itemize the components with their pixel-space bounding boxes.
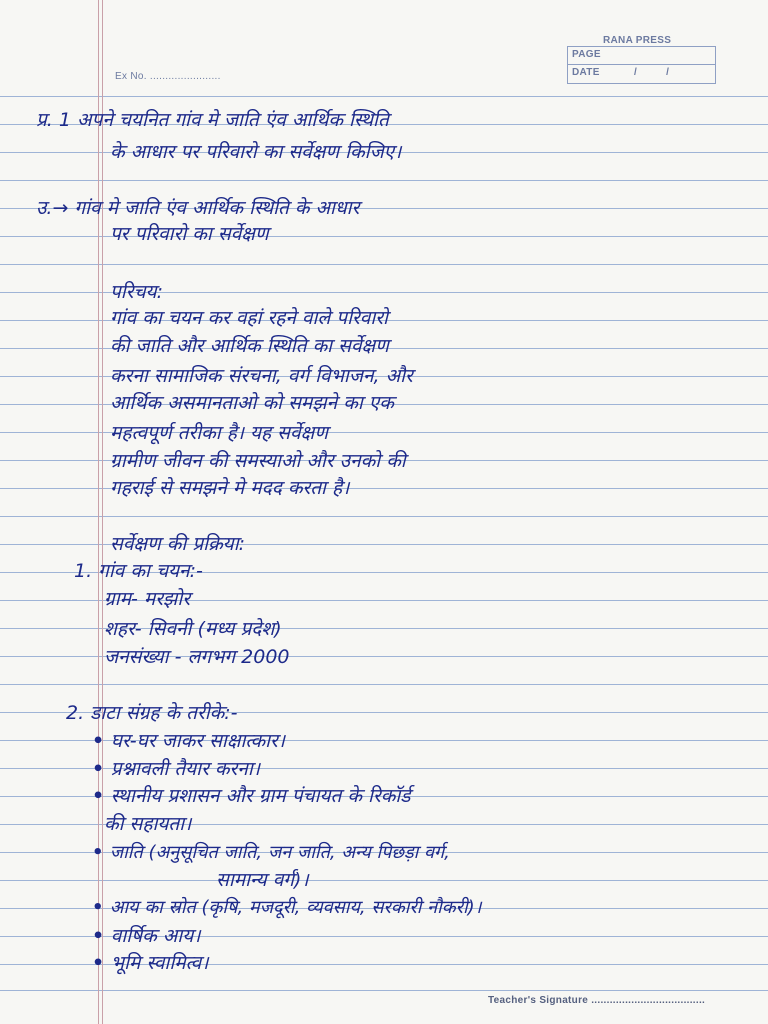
step2-line: की सहायता। xyxy=(104,813,192,835)
margin-line xyxy=(98,0,99,1024)
box-divider xyxy=(568,64,715,65)
intro-line: की जाति और आर्थिक स्थिति का सर्वेक्षण xyxy=(110,335,389,357)
ruled-line xyxy=(0,96,768,97)
intro-line: ग्रामीण जीवन की समस्याओ और उनको की xyxy=(110,450,406,472)
process-title: सर्वेक्षण की प्रक्रिया: xyxy=(110,533,246,555)
step2-bullet xyxy=(92,729,285,753)
ex-no-label: Ex No. ....................... xyxy=(115,71,221,82)
teacher-signature-label: Teacher's Signature ..................................... xyxy=(488,995,706,1006)
step2-line: सामान्य वर्ग)। xyxy=(216,869,309,891)
bullet-dot: • xyxy=(92,785,111,807)
bullet-dot: • xyxy=(92,842,110,863)
step1-line: जनसंख्या - लगभग 2000 xyxy=(104,646,290,668)
step2-bullet xyxy=(92,924,200,948)
step1-title: 1. गांव का चयन:- xyxy=(74,560,203,582)
intro-title: परिचय: xyxy=(110,281,163,303)
step2-bullet-text: जाति (अनुसूचित जाति, जन जाति, अन्य पिछड़ा वर्ग, xyxy=(109,842,450,863)
step2-bullet-text: प्रश्नावली तैयार करना। xyxy=(110,758,260,780)
step2-title: 2. डाटा संग्रह के तरीके:- xyxy=(66,702,238,724)
page-label: PAGE xyxy=(572,49,601,60)
step1-line: ग्राम- मरझोर xyxy=(104,588,191,610)
step2-bullet xyxy=(92,841,450,865)
bullet-dot: • xyxy=(92,925,111,947)
bullet-dot: • xyxy=(92,952,111,974)
bullet-dot: • xyxy=(92,730,111,752)
step2-bullet xyxy=(92,757,260,781)
ruled-line xyxy=(0,180,768,181)
question-line: के आधार पर परिवारो का सर्वेक्षण किजिए। xyxy=(110,141,402,163)
step2-bullet xyxy=(92,784,410,808)
step2-bullet xyxy=(92,951,208,975)
answer-heading-line: उ.→ गांव मे जाति एंव आर्थिक स्थिति के आधार xyxy=(36,197,360,219)
step2-bullet-text: वार्षिक आय। xyxy=(110,925,201,947)
margin-line xyxy=(102,0,103,1024)
intro-line: गांव का चयन कर वहां रहने वाले परिवारो xyxy=(110,307,388,329)
bullet-dot: • xyxy=(92,897,110,918)
intro-line: आर्थिक असमानताओ को समझने का एक xyxy=(110,392,394,414)
publisher-name: RANA PRESS xyxy=(603,35,672,46)
step2-bullet-text: भूमि स्वामित्व। xyxy=(110,952,209,974)
ruled-line xyxy=(0,684,768,685)
date-value: / / xyxy=(634,67,670,78)
answer-heading-line: पर परिवारो का सर्वेक्षण xyxy=(110,223,269,245)
step2-bullet-text: स्थानीय प्रशासन और ग्राम पंचायत के रिकॉर्ड xyxy=(110,785,411,807)
ruled-line xyxy=(0,264,768,265)
step2-bullet xyxy=(92,896,481,920)
ruled-line xyxy=(0,516,768,517)
step2-bullet-text: आय का स्रोत (कृषि, मजदूरी, व्यवसाय, सरकारी नौकरी)। xyxy=(109,897,482,918)
step2-bullet-text: घर-घर जाकर साक्षात्कार। xyxy=(110,730,286,752)
date-label: DATE xyxy=(572,67,600,78)
ruled-line xyxy=(0,880,768,881)
intro-line: करना सामाजिक संरचना, वर्ग विभाजन, और xyxy=(110,365,413,387)
intro-line: गहराई से समझने मे मदद करता है। xyxy=(110,477,350,499)
bullet-dot: • xyxy=(92,758,111,780)
ruled-line xyxy=(0,990,768,991)
step1-line: शहर- सिवनी (मध्य प्रदेश) xyxy=(104,618,282,640)
intro-line: महत्वपूर्ण तरीका है। यह सर्वेक्षण xyxy=(110,422,328,444)
question-line: प्र. 1 अपने चयनित गांव मे जाति एंव आर्थिक स्थिति xyxy=(36,109,389,131)
